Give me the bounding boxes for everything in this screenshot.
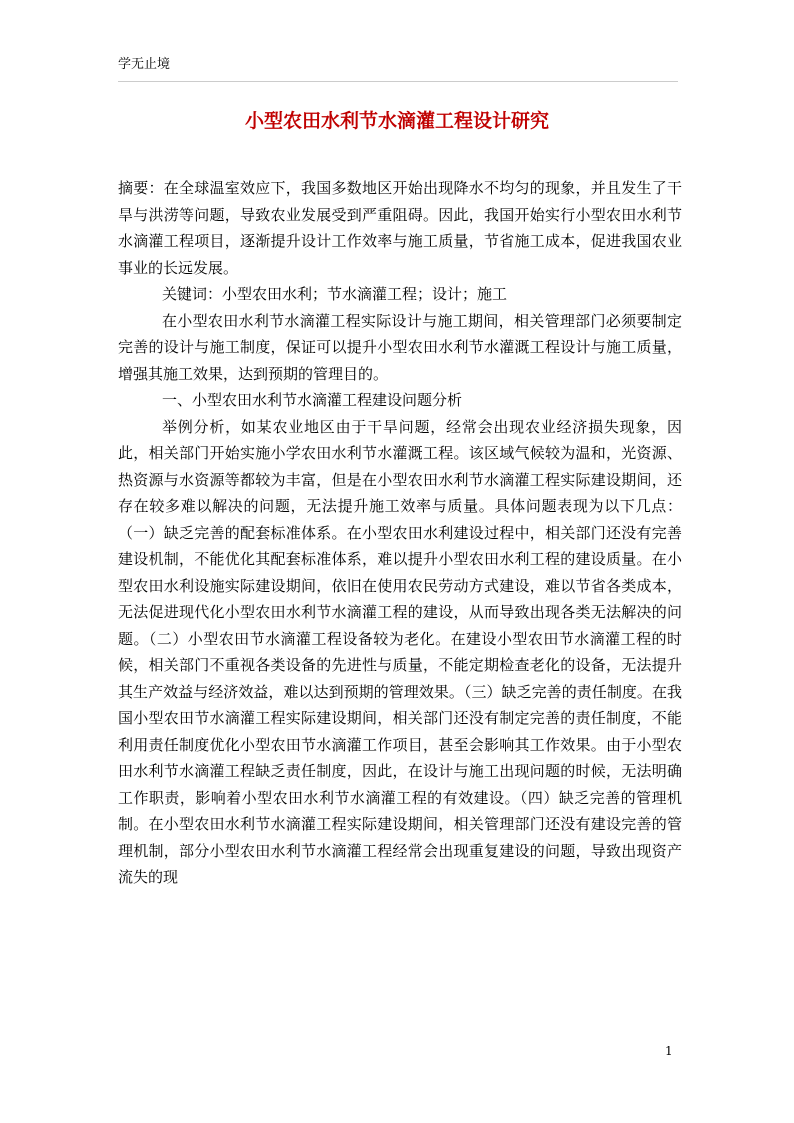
abstract-paragraph: 摘要：在全球温室效应下，我国多数地区开始出现降水不均匀的现象，并且发生了干旱与洪涝等问题，导致农业发展受到严重阻碍。因此，我国开始实行小型农田水利节水滴灌工程项目，逐渐提升设计工作效率与施工质量，节省施工成本，促进我国农业事业的长远发展。 [118, 179, 682, 277]
document-title: 小型农田水利节水滴灌工程设计研究 [244, 110, 549, 132]
page-number: 1 [665, 1044, 673, 1058]
section-heading: 一、小型农田水利节水滴灌工程建设问题分析 [162, 391, 463, 409]
document-body [118, 175, 682, 891]
intro-paragraph: 在小型农田水利节水滴灌工程实际设计与施工期间，相关管理部门必须要制定完善的设计与施工制度，保证可以提升小型农田水利节水灌溉工程设计与施工质量，增强其施工效果，达到预期的管理目的。 [118, 311, 682, 383]
header-divider [118, 81, 678, 82]
keywords-paragraph: 关键词：小型农田水利；节水滴灌工程；设计；施工 [162, 285, 508, 303]
page-header: 学无止境 [118, 57, 171, 72]
analysis-paragraph: 举例分析，如某农业地区由于干旱问题，经常会出现农业经济损失现象，因此，相关部门开始实施小学农田水利节水灌溉工程。该区域气候较为温和，光资源、热资源与水资源等都较为丰富，但是在小型农田水利节水滴灌工程实际建设期间，还存在较多难以解决的问题，无法提升施工效率与质量。具体问题表现为以下几点：（一）缺乏完善的配套标准体系。在小型农田水利建设过程中，相关部门还没有完善建设机制，不能优化其配套标准体系，难以提升小型农田水利工程的建设质量。在小型农田水利设施实际建设期间，依旧在使用农民劳动方式建设，难以节省各类成本，无法促进现代化小型农田水利节水滴灌工程的建设，从而导致出现各类无法解决的问题。（二）小型农田节水滴灌工程设备较为老化。在建设小型农田节水滴灌工程的时候，相关部门不重视各类设备的先进性与质量，不能定期检查老化的设备，无法提升其生产效益与经济效益，难以达到预期的管理效果。（三）缺乏完善的责任制度。在我国小型农田节水滴灌工程实际建设期间，相关部门还没有制定完善的责任制度，不能利用责任制度优化小型农田节水滴灌工作项目，甚至会影响其工作效果。由于小型农田水利节水滴灌工程缺乏责任制度，因此，在设计与施工出现问题的时候，无法明确工作职责，影响着小型农田水利节水滴灌工程的有效建设。（四）缺乏完善的管理机制。在小型农田水利节水滴灌工程实际建设期间，相关管理部门还没有建设完善的管理机制，部分小型农田水利节水滴灌工程经常会出现重复建设的问题，导致出现资产流失的现 [118, 417, 682, 886]
